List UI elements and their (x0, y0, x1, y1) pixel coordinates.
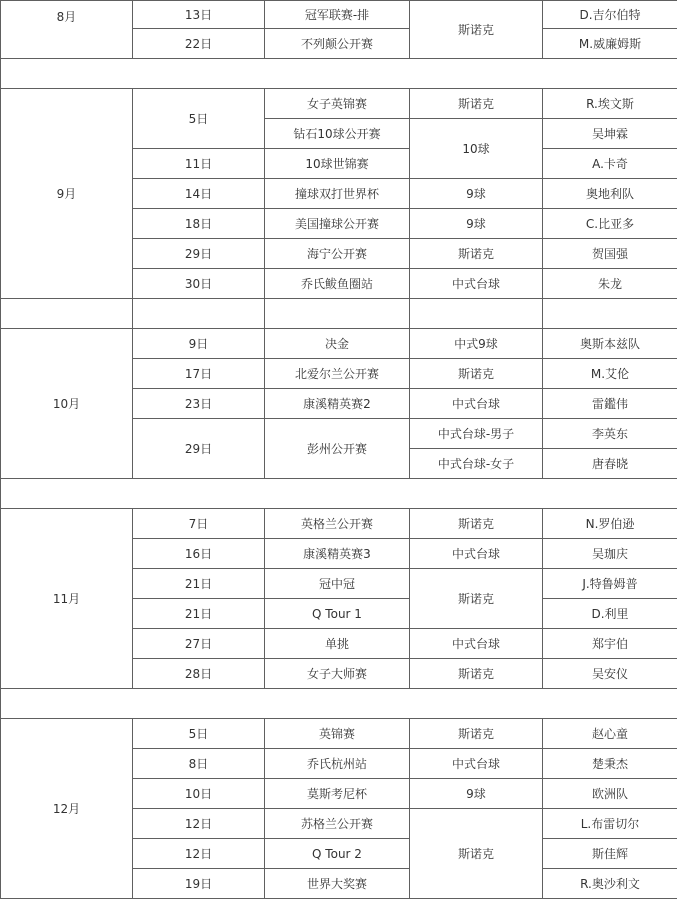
spacer-cell (1, 299, 133, 329)
spacer-cell (410, 299, 543, 329)
event-cell: 世界大奖赛 (265, 869, 410, 899)
event-cell: 决金 (265, 329, 410, 359)
winner-cell: D.利里 (543, 599, 677, 629)
spacer-cell (1, 689, 677, 719)
month-cell: 11月 (1, 509, 133, 689)
day-cell: 12日 (133, 839, 265, 869)
spacer-row (1, 299, 677, 329)
type-cell: 中式台球-男子 (410, 419, 543, 449)
winner-cell: 贺国强 (543, 239, 677, 269)
day-cell: 21日 (133, 569, 265, 599)
spacer-cell (1, 59, 677, 89)
winner-cell: M.威廉姆斯 (543, 29, 677, 59)
type-cell: 斯诺克 (410, 89, 543, 119)
winner-cell: 吴珈庆 (543, 539, 677, 569)
type-cell: 斯诺克 (410, 659, 543, 689)
winner-cell: L.布雷切尔 (543, 809, 677, 839)
winner-cell: 郑宇伯 (543, 629, 677, 659)
type-cell: 中式台球 (410, 269, 543, 299)
month-cell: 12月 (1, 719, 133, 899)
event-cell: Q Tour 1 (265, 599, 410, 629)
winner-cell: 雷鑑伟 (543, 389, 677, 419)
event-cell: 冠中冠 (265, 569, 410, 599)
event-cell: Q Tour 2 (265, 839, 410, 869)
day-cell: 27日 (133, 629, 265, 659)
winner-cell: 斯佳辉 (543, 839, 677, 869)
type-cell: 斯诺克 (410, 809, 543, 899)
winner-cell: D.吉尔伯特 (543, 1, 677, 29)
day-cell: 13日 (133, 1, 265, 29)
event-cell: 彭州公开赛 (265, 419, 410, 479)
spacer-cell (543, 299, 677, 329)
day-cell: 29日 (133, 419, 265, 479)
day-cell: 22日 (133, 29, 265, 59)
type-cell: 斯诺克 (410, 509, 543, 539)
day-cell: 28日 (133, 659, 265, 689)
month-cell (1, 1, 133, 59)
winner-cell: J.特鲁姆普 (543, 569, 677, 599)
type-cell: 中式台球 (410, 749, 543, 779)
type-cell: 9球 (410, 779, 543, 809)
spacer-cell (1, 479, 677, 509)
event-cell: 冠军联赛-排 (265, 1, 410, 29)
event-cell: 海宁公开赛 (265, 239, 410, 269)
type-cell: 10球 (410, 119, 543, 179)
winner-cell: 吴坤霖 (543, 119, 677, 149)
day-cell: 5日 (133, 719, 265, 749)
winner-cell: A.卡奇 (543, 149, 677, 179)
type-cell: 中式台球 (410, 539, 543, 569)
event-cell: 英格兰公开赛 (265, 509, 410, 539)
event-cell: 钻石10球公开赛 (265, 119, 410, 149)
type-cell: 9球 (410, 209, 543, 239)
winner-cell: 吴安仪 (543, 659, 677, 689)
day-cell: 7日 (133, 509, 265, 539)
table-row (1, 509, 677, 539)
day-cell: 10日 (133, 779, 265, 809)
winner-cell: 楚秉杰 (543, 749, 677, 779)
winner-cell: N.罗伯逊 (543, 509, 677, 539)
event-cell: 撞球双打世界杯 (265, 179, 410, 209)
type-cell: 斯诺克 (410, 239, 543, 269)
type-cell: 斯诺克 (410, 719, 543, 749)
table-row (1, 89, 677, 119)
spacer-row (1, 59, 677, 89)
event-cell: 10球世锦赛 (265, 149, 410, 179)
winner-cell: 赵心童 (543, 719, 677, 749)
event-cell: 女子英锦赛 (265, 89, 410, 119)
spacer-cell (265, 299, 410, 329)
type-cell: 斯诺克 (410, 569, 543, 629)
type-cell: 中式台球 (410, 389, 543, 419)
day-cell: 30日 (133, 269, 265, 299)
event-cell: 女子大师赛 (265, 659, 410, 689)
table-row (1, 329, 677, 359)
type-cell: 中式台球 (410, 629, 543, 659)
month-label: 8月 (56, 10, 77, 24)
event-cell: 莫斯考尼杯 (265, 779, 410, 809)
winner-cell: M.艾伦 (543, 359, 677, 389)
event-cell: 康溪精英赛2 (265, 389, 410, 419)
table-row (1, 719, 677, 749)
day-cell: 5日 (133, 89, 265, 149)
event-cell: 乔氏杭州站 (265, 749, 410, 779)
day-cell: 29日 (133, 239, 265, 269)
day-cell: 8日 (133, 749, 265, 779)
day-cell: 17日 (133, 359, 265, 389)
day-cell: 11日 (133, 149, 265, 179)
day-cell: 16日 (133, 539, 265, 569)
winner-cell: C.比亚多 (543, 209, 677, 239)
winner-cell: 李英东 (543, 419, 677, 449)
day-cell: 21日 (133, 599, 265, 629)
type-cell: 斯诺克 (410, 1, 543, 59)
winner-cell: R.埃文斯 (543, 89, 677, 119)
event-cell: 北爱尔兰公开赛 (265, 359, 410, 389)
month-cell: 10月 (1, 329, 133, 479)
event-cell: 康溪精英赛3 (265, 539, 410, 569)
day-cell: 9日 (133, 329, 265, 359)
spacer-row (1, 479, 677, 509)
event-cell: 不列颠公开赛 (265, 29, 410, 59)
type-cell: 中式台球-女子 (410, 449, 543, 479)
table-row (1, 1, 677, 29)
winner-cell: R.奥沙利文 (543, 869, 677, 899)
spacer-row (1, 689, 677, 719)
winner-cell: 朱龙 (543, 269, 677, 299)
winner-cell: 欧洲队 (543, 779, 677, 809)
day-cell: 12日 (133, 809, 265, 839)
event-cell: 苏格兰公开赛 (265, 809, 410, 839)
event-cell: 单挑 (265, 629, 410, 659)
type-cell: 中式9球 (410, 329, 543, 359)
day-cell: 14日 (133, 179, 265, 209)
type-cell: 斯诺克 (410, 359, 543, 389)
winner-cell: 奥地利队 (543, 179, 677, 209)
winner-cell: 奥斯本兹队 (543, 329, 677, 359)
event-cell: 美国撞球公开赛 (265, 209, 410, 239)
winner-cell: 唐春晓 (543, 449, 677, 479)
type-cell: 9球 (410, 179, 543, 209)
day-cell: 18日 (133, 209, 265, 239)
event-cell: 乔氏鲅鱼圈站 (265, 269, 410, 299)
event-cell: 英锦赛 (265, 719, 410, 749)
month-cell: 9月 (1, 89, 133, 299)
spacer-cell (133, 299, 265, 329)
day-cell: 23日 (133, 389, 265, 419)
day-cell: 19日 (133, 869, 265, 899)
